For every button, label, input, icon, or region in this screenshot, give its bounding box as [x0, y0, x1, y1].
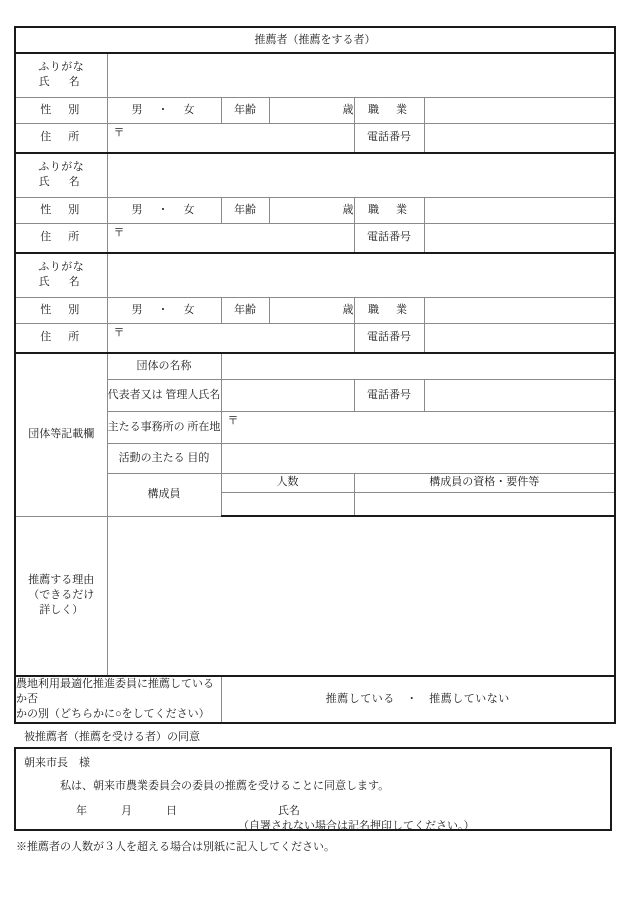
optimization-label-line2: かの別（どちらかに○をしてください） [16, 707, 210, 720]
consent-date-year: 年 [76, 804, 87, 817]
name-label: 氏 名 [38, 276, 84, 289]
reason-label-line2: （できるだけ [28, 589, 95, 602]
org-members-count-header: 人数 [221, 473, 354, 492]
org-representative-label [107, 379, 221, 411]
org-purpose-label [107, 443, 221, 473]
person-3-sex-row [15, 297, 615, 323]
person-1-phone-label: 電話番号 [354, 123, 424, 153]
org-representative-label-line1: 代表者又は [107, 388, 163, 401]
person-1-name-input[interactable] [107, 53, 615, 97]
person-1-sex-row [15, 97, 615, 123]
org-office-input[interactable] [221, 411, 615, 443]
consent-heading: 被推薦者（推薦を受ける者）の同意 [24, 730, 200, 743]
person-1-occupation-label: 職 業 [354, 97, 424, 123]
person-2-age-label: 年齢 [221, 197, 269, 223]
person-3-address-input[interactable] [107, 323, 354, 353]
person-3-age-input[interactable]: 歳 [269, 297, 354, 323]
person-3-phone-input[interactable] [424, 323, 615, 353]
person-1-address-label: 住 所 [15, 123, 107, 153]
person-3-occupation-label: 職 業 [354, 297, 424, 323]
person-3-age-label: 年齢 [221, 297, 269, 323]
person-2-sex-row [15, 197, 615, 223]
recommender-form-table [14, 26, 616, 724]
org-office-label-line2: 所在地 [187, 420, 221, 433]
postal-mark-icon: 〒 [113, 226, 125, 239]
optimization-label-line1: 農地利用最適化推進委員に推薦しているか否 [16, 678, 214, 705]
org-purpose-label-line1: 活動の主たる [118, 451, 185, 464]
org-members-count-input[interactable] [221, 492, 354, 516]
optimization-value[interactable]: 推薦している ・ 推薦していない [221, 676, 615, 723]
person-2-address-label: 住 所 [15, 223, 107, 253]
person-3-name-row [15, 253, 615, 297]
person-1-name-row [15, 53, 615, 97]
person-1-address-row [15, 123, 615, 153]
org-members-qualification-input[interactable] [354, 492, 615, 516]
person-1-sex-label: 性 別 [15, 97, 107, 123]
person-1-phone-input[interactable] [424, 123, 615, 153]
consent-date-month: 月 [121, 804, 132, 817]
optimization-label [15, 676, 221, 723]
person-1-occupation-input[interactable] [424, 97, 615, 123]
org-representative-label-line2: 管理人氏名 [165, 388, 221, 401]
person-1-name-label [15, 53, 107, 97]
person-3-phone-label: 電話番号 [354, 323, 424, 353]
person-2-sex-value[interactable]: 男 ・ 女 [107, 197, 221, 223]
consent-date-line[interactable] [76, 802, 211, 818]
person-3-name-label [15, 253, 107, 297]
org-members-label: 構成員 [107, 473, 221, 516]
org-phone-label: 電話番号 [354, 379, 424, 411]
person-1-age-input[interactable]: 歳 [269, 97, 354, 123]
person-1-sex-value[interactable]: 男 ・ 女 [107, 97, 221, 123]
org-members-qualification-header: 構成員の資格・要件等 [354, 473, 615, 492]
org-office-label-line1: 主たる事務所の [107, 420, 185, 433]
consent-note: （自署されない場合は記名押印してください。） [238, 819, 475, 832]
form-title: 推薦者（推薦をする者） [15, 27, 615, 53]
furigana-label: ふりがな [38, 261, 85, 274]
org-office-label [107, 411, 221, 443]
postal-mark-icon: 〒 [113, 326, 125, 339]
org-purpose-label-line2: 目的 [187, 451, 210, 464]
org-name-label: 団体の名称 [107, 353, 221, 379]
reason-row [15, 516, 615, 676]
reason-label-line3: 詳しく） [39, 604, 84, 617]
person-3-address-row [15, 323, 615, 353]
reason-label-line1: 推薦する理由 [28, 574, 95, 587]
furigana-label: ふりがな [38, 61, 85, 74]
person-2-phone-label: 電話番号 [354, 223, 424, 253]
person-2-name-label [15, 153, 107, 197]
name-label: 氏 名 [38, 176, 84, 189]
org-name-row [15, 353, 615, 379]
postal-mark-icon: 〒 [227, 414, 239, 427]
person-2-occupation-label: 職 業 [354, 197, 424, 223]
person-2-sex-label: 性 別 [15, 197, 107, 223]
form-page [14, 26, 616, 854]
consent-addressee: 朝来市長 様 [24, 756, 90, 769]
person-1-age-label: 年齢 [221, 97, 269, 123]
consent-name-label: 氏名 [278, 804, 300, 817]
person-1-address-input[interactable] [107, 123, 354, 153]
person-3-sex-label: 性 別 [15, 297, 107, 323]
consent-date-day: 日 [166, 804, 177, 817]
form-footnote: ※推薦者の人数が３人を超える場合は別紙に記入してください。 [16, 840, 335, 853]
person-3-occupation-input[interactable] [424, 297, 615, 323]
person-2-phone-input[interactable] [424, 223, 615, 253]
furigana-label: ふりがな [38, 161, 85, 174]
optimization-row [15, 676, 615, 723]
name-label: 氏 名 [38, 76, 84, 89]
person-2-name-input[interactable] [107, 153, 615, 197]
consent-box [14, 747, 612, 831]
person-2-address-row [15, 223, 615, 253]
person-3-address-label: 住 所 [15, 323, 107, 353]
org-section-label: 団体等記載欄 [15, 353, 107, 516]
person-2-occupation-input[interactable] [424, 197, 615, 223]
person-3-name-input[interactable] [107, 253, 615, 297]
org-name-input[interactable] [221, 353, 615, 379]
reason-input[interactable] [107, 516, 615, 676]
consent-body-text: 私は、朝来市農業委員会の委員の推薦を受けることに同意します。 [60, 779, 390, 792]
person-2-address-input[interactable] [107, 223, 354, 253]
person-3-sex-value[interactable]: 男 ・ 女 [107, 297, 221, 323]
org-representative-input[interactable] [221, 379, 354, 411]
form-title-row [15, 27, 615, 53]
postal-mark-icon: 〒 [113, 126, 125, 139]
person-2-name-row [15, 153, 615, 197]
org-purpose-input[interactable] [221, 443, 615, 473]
person-2-age-input[interactable]: 歳 [269, 197, 354, 223]
reason-label [15, 516, 107, 676]
org-phone-input[interactable] [424, 379, 615, 411]
